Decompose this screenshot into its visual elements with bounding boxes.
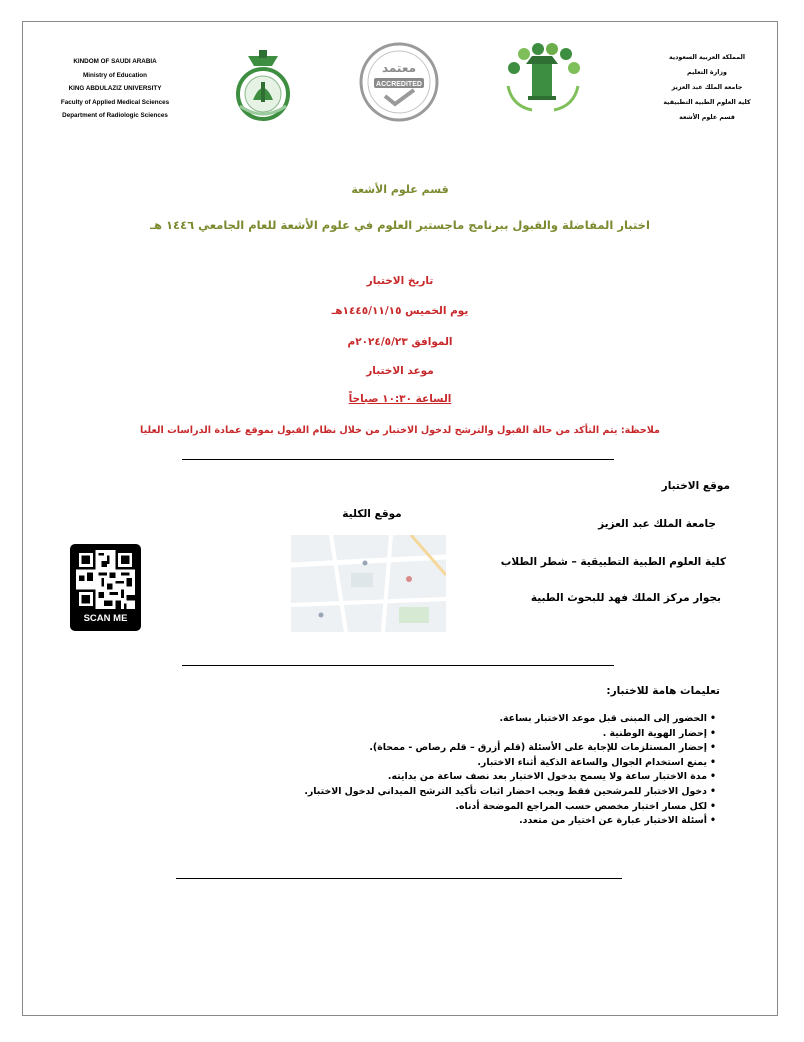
location-title: موقع الاختبار <box>661 480 730 492</box>
instruction-text: مدة الاختبار ساعة ولا يسمح بدخول الاختبار بعد نصف ساعة من بدايته. <box>387 771 707 783</box>
list-item <box>196 756 716 771</box>
campus-map[interactable] <box>291 535 446 632</box>
instruction-text: الحضور إلى المبنى قبل موعد الاختبار بساعة. <box>499 713 707 724</box>
admission-note: ملاحظة: يتم التأكد من حالة القبول والترشح لدخول الاختبار من خلال نظام القبول بموقع عمادة الدراسات العليا <box>140 425 660 436</box>
header-ar-line: المملكة العربية السعودية <box>669 54 745 61</box>
bullet-icon: • <box>710 771 716 783</box>
instruction-text: دخول الاختبار للمرشحين فقط ويجب احضار اثبات تأكيد الترشح الميداني لدخول الاختبار. <box>304 785 707 797</box>
bullet-icon: • <box>710 756 716 768</box>
divider-line <box>176 878 622 879</box>
instruction-text: أسئلة الاختبار عبارة عن اختيار من متعدد. <box>519 815 707 827</box>
header-en-line: Ministry of Education <box>82 71 148 79</box>
list-item <box>196 814 716 829</box>
divider-line <box>182 665 614 666</box>
exam-title: اختبار المفاضلة والقبول ببرنامج ماجستير العلوم في علوم الأشعة للعام الجامعي ١٤٤٦ هـ <box>150 218 650 232</box>
bullet-icon: • <box>710 742 716 754</box>
instructions-title: تعليمات هامة للاختبار: <box>606 685 720 697</box>
header-english <box>48 55 182 123</box>
exam-gregorian-date: الموافق ٢٠٢٤/٥/٢٣م <box>347 336 453 348</box>
header-en-line: KING ABDULAZIZ UNIVERSITY <box>68 85 162 92</box>
instruction-text: إحضار الهوية الوطنية . <box>602 727 707 739</box>
location-landmark: بجوار مركز الملك فهد للبحوث الطبية <box>530 592 721 604</box>
accredited-ar-text: معتمد <box>381 61 417 75</box>
exam-time-label: موعد الاختبار <box>366 365 434 377</box>
list-item <box>196 770 716 785</box>
exam-time-text: الساعة ١٠:٣٠ صباحاً <box>348 393 452 405</box>
qr-pattern <box>76 550 135 609</box>
bullet-icon: • <box>710 785 716 797</box>
list-item <box>196 785 716 800</box>
list-item <box>196 727 716 742</box>
header-ar-line: كلية العلوم الطبية التطبيقية <box>663 99 751 106</box>
scan-me-label: SCAN ME <box>83 613 128 624</box>
instruction-text: إحضار المستلزمات للإجابة على الأسئلة (قلم أزرق – قلم رصاص - ممحاة). <box>369 742 707 754</box>
list-item <box>196 712 716 727</box>
exam-date-label: تاريخ الاختبار <box>366 275 434 287</box>
header-en-line: KINDOM OF SAUDI ARABIA <box>73 58 157 65</box>
accredited-seal-logo <box>357 40 441 124</box>
location-university: جامعة الملك عبد العزيز <box>598 518 716 530</box>
bullet-icon: • <box>710 713 716 724</box>
list-item <box>196 741 716 756</box>
university-logo <box>498 40 588 114</box>
instruction-text: يمنع استخدام الجوال والساعة الذكية أثناء الاختبار. <box>477 756 707 768</box>
campus-location-label: موقع الكلية <box>342 508 402 520</box>
list-item <box>196 800 716 815</box>
exam-time-value <box>22 393 778 405</box>
accredited-en-text: ACCREDITED <box>376 81 422 88</box>
instructions-list <box>196 712 716 829</box>
header-arabic <box>648 50 766 125</box>
header-ar-line: وزارة التعليم <box>687 69 727 76</box>
faculty-emblem-logo <box>228 48 298 124</box>
department-title: قسم علوم الأشعة <box>351 183 449 196</box>
header-en-line: Faculty of Applied Medical Sciences <box>60 98 170 106</box>
bullet-icon: • <box>710 727 716 739</box>
divider-line <box>182 459 614 460</box>
bullet-icon: • <box>710 815 716 827</box>
header-en-line: Department of Radiologic Sciences <box>62 112 168 119</box>
exam-hijri-date: يوم الخميس ١٤٤٥/١١/١٥هـ <box>331 305 469 317</box>
bullet-icon: • <box>710 800 716 812</box>
instruction-text: لكل مسار اختبار مخصص حسب المراجع الموضحة أدناه. <box>455 800 707 812</box>
header-ar-line: قسم علوم الأشعة <box>679 114 735 121</box>
header-ar-line: جامعة الملك عبد العزيز <box>671 84 743 91</box>
qr-code[interactable] <box>70 544 141 631</box>
location-faculty: كلية العلوم الطبية التطبيقية – شطر الطلاب <box>500 556 726 568</box>
